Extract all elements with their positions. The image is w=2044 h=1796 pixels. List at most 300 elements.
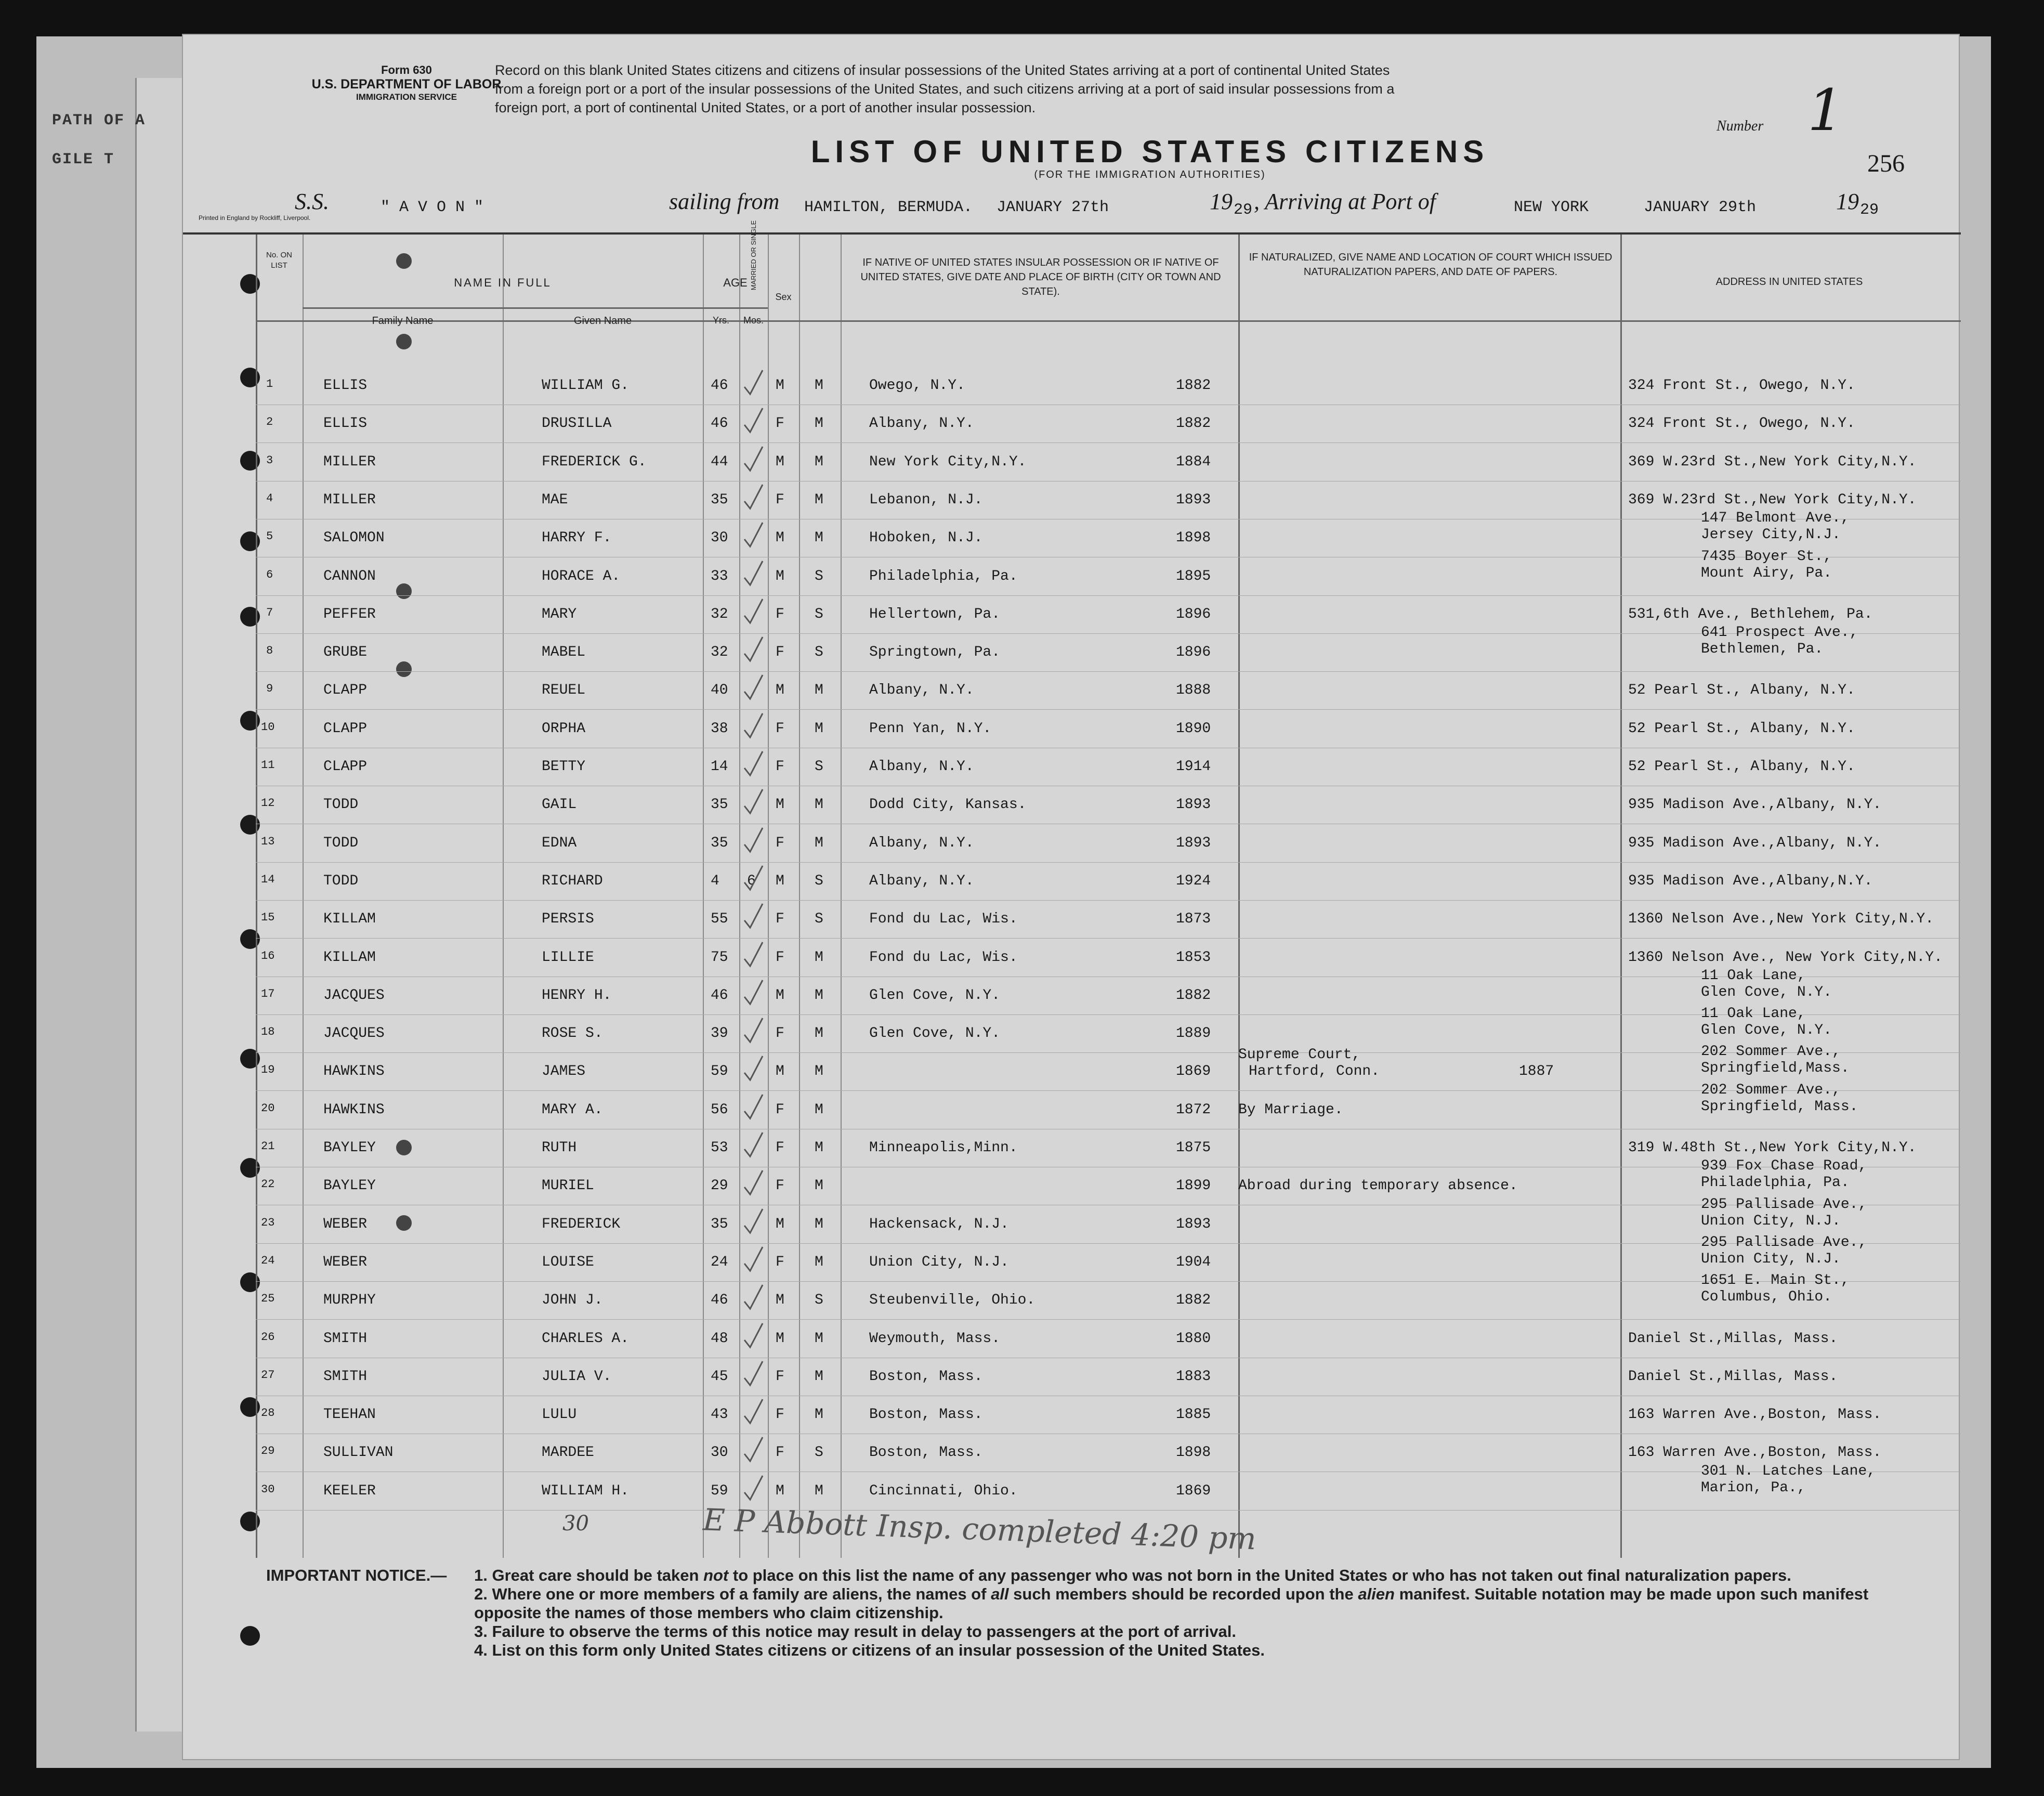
birth-place: Albany, N.Y. [869, 415, 974, 432]
family-name: WEBER [323, 1216, 368, 1232]
age-years: 43 [711, 1407, 728, 1423]
birth-place: Owego, N.Y. [869, 378, 965, 394]
address [1628, 415, 1855, 432]
age-years: 24 [711, 1254, 728, 1270]
age-years: 59 [711, 1063, 728, 1080]
check-mark-icon [742, 863, 765, 894]
handwritten-count: 30 [562, 1512, 589, 1535]
family-name: ELLIS [323, 415, 368, 432]
check-mark-icon [742, 634, 765, 665]
marital-status: M [815, 949, 823, 966]
sex: M [776, 1330, 784, 1347]
sex: F [776, 759, 784, 775]
address-line: 324 Front St., Owego, N.Y. [1628, 378, 1855, 394]
family-name: SMITH [323, 1368, 368, 1385]
given-name: GAIL [542, 797, 577, 813]
given-name: MARY A. [542, 1101, 603, 1118]
passenger-table [183, 220, 1961, 1556]
address [1628, 492, 1917, 509]
family-name: TEEHAN [323, 1407, 376, 1423]
birth-year: 1882 [1176, 987, 1211, 1004]
birth-year: 1853 [1176, 949, 1211, 966]
marital-status: S [815, 568, 823, 584]
check-mark-icon [742, 1358, 765, 1389]
address [1628, 1331, 1838, 1347]
birth-place: Glen Cove, N.Y. [869, 1025, 1001, 1042]
address-line: Glen Cove, N.Y. [1701, 984, 1832, 1000]
address [1628, 606, 1872, 623]
birth-year: 1893 [1176, 797, 1211, 813]
address-line: 295 Pallisade Ave., [1701, 1234, 1867, 1251]
family-name: CANNON [323, 568, 376, 584]
marital-status: M [815, 453, 823, 470]
departure-date: JANUARY 27th [997, 199, 1109, 216]
age-years: 32 [711, 606, 728, 622]
address-line: 147 Belmont Ave., [1701, 510, 1850, 527]
table-row [183, 1358, 1961, 1396]
age-years: 35 [711, 835, 728, 851]
check-mark-icon [742, 1244, 765, 1275]
family-name: JACQUES [323, 1025, 385, 1042]
address-line: 295 Pallisade Ave., [1701, 1196, 1867, 1213]
check-mark-icon [742, 1206, 765, 1237]
marital-status: M [815, 1140, 823, 1156]
address-line: 52 Pearl St., Albany, N.Y. [1628, 682, 1855, 699]
sex: M [776, 1482, 784, 1499]
given-name: CHARLES A. [542, 1330, 630, 1347]
row-number: 25 [261, 1292, 275, 1306]
sex: F [776, 415, 784, 432]
inspector-note: E P Abbott Insp. completed 4:20 pm [702, 1502, 1257, 1557]
check-mark-icon [742, 901, 765, 932]
table-row [183, 1396, 1961, 1434]
check-mark-icon [742, 672, 765, 703]
address [1628, 873, 1872, 890]
family-name: CLAPP [323, 759, 368, 775]
header-given-name: Given Name [573, 315, 632, 327]
sex: M [776, 682, 784, 699]
address [1628, 378, 1855, 394]
sex: F [776, 1407, 784, 1423]
address-line: Union City, N.J. [1701, 1251, 1841, 1267]
given-name: MARY [542, 606, 577, 622]
table-row [183, 510, 1961, 557]
table-row [183, 481, 1961, 519]
birth-year: 1885 [1176, 1407, 1211, 1423]
check-mark-icon [742, 519, 765, 551]
age-years: 75 [711, 949, 728, 966]
birth-year: 1893 [1176, 835, 1211, 851]
check-mark-icon [742, 1091, 765, 1123]
given-name: ROSE S. [542, 1025, 603, 1042]
address-line: 1360 Nelson Ave., New York City,N.Y. [1628, 949, 1943, 966]
birth-place: Albany, N.Y. [869, 682, 974, 699]
marital-status: M [815, 1101, 823, 1118]
birth-place: Glen Cove, N.Y. [869, 987, 1001, 1004]
naturalization-year: 1887 [1519, 1063, 1554, 1080]
birth-year: 1869 [1176, 1063, 1211, 1080]
address [1628, 454, 1917, 471]
birth-year: 1914 [1176, 759, 1211, 775]
address [1628, 911, 1934, 928]
check-mark-icon [742, 786, 765, 817]
address [1628, 949, 1943, 966]
birth-year: 1898 [1176, 530, 1211, 546]
intro-line: foreign port, a port of continental United States, or a port of another insular possession. [495, 100, 1036, 115]
row-number: 26 [261, 1330, 275, 1344]
row-number: 6 [266, 568, 273, 581]
birth-year: 1924 [1176, 873, 1211, 889]
family-name: SULLIVAN [323, 1444, 394, 1461]
sex: F [776, 1254, 784, 1270]
service-name: IMMIGRATION SERVICE [356, 92, 457, 102]
marital-status: M [815, 415, 823, 432]
given-name: BETTY [542, 759, 586, 775]
marital-status: S [815, 1292, 823, 1309]
birth-place: Penn Yan, N.Y. [869, 720, 992, 737]
address-line: 1360 Nelson Ave.,New York City,N.Y. [1628, 911, 1934, 928]
table-row [183, 967, 1961, 1015]
marital-status: M [815, 1063, 823, 1080]
sex: M [776, 530, 784, 546]
sex: F [776, 720, 784, 737]
given-name: LULU [542, 1407, 577, 1423]
age-years: 56 [711, 1101, 728, 1118]
header-age: AGE [723, 276, 748, 289]
address-line: Daniel St.,Millas, Mass. [1628, 1330, 1838, 1347]
printer-imprint: Printed in England by Rockliff, Liverpool. [199, 214, 311, 222]
sex: M [776, 873, 784, 889]
address [1628, 797, 1881, 813]
age-years: 55 [711, 911, 728, 928]
year-prefix: 19 [1836, 189, 1859, 214]
age-years: 48 [711, 1330, 728, 1347]
birth-year: 1883 [1176, 1368, 1211, 1385]
address-line: 935 Madison Ave.,Albany,N.Y. [1628, 873, 1873, 889]
underlying-page-text: GILE T [52, 151, 115, 168]
row-number: 7 [266, 606, 273, 619]
address-line: 1651 E. Main St., [1701, 1272, 1850, 1289]
given-name: JULIA V. [542, 1368, 612, 1385]
birth-place: Hellertown, Pa. [869, 606, 1001, 622]
family-name: TODD [323, 797, 359, 813]
check-mark-icon [742, 1473, 765, 1504]
sex: M [776, 1216, 784, 1232]
marital-status: S [815, 644, 823, 661]
address [1628, 1407, 1881, 1423]
sex: F [776, 835, 784, 851]
age-years: 38 [711, 720, 728, 737]
family-name: BAYLEY [323, 1178, 376, 1194]
age-years: 39 [711, 1025, 728, 1042]
page-title: LIST OF UNITED STATES CITIZENS [810, 134, 1489, 169]
family-name: HAWKINS [323, 1063, 385, 1080]
address-line: 935 Madison Ave.,Albany, N.Y. [1628, 835, 1882, 851]
birth-year: 1884 [1176, 453, 1211, 470]
row-number: 14 [261, 873, 275, 886]
address-line: Bethlemen, Pa. [1701, 641, 1824, 658]
birth-year: 1882 [1176, 1292, 1211, 1309]
family-name: CLAPP [323, 720, 368, 737]
sex: M [776, 568, 784, 584]
intro-line: from a foreign port or a port of the insular possessions of the United States, and such citizens arriving at a port of said insular possessions from a [495, 81, 1395, 97]
sex: F [776, 1140, 784, 1156]
sex: M [776, 378, 784, 394]
table-row [183, 1463, 1961, 1511]
family-name: KILLAM [323, 911, 376, 928]
birth-place: Hoboken, N.J. [869, 530, 983, 546]
birth-year: 1899 [1176, 1178, 1211, 1194]
address-line: 202 Sommer Ave., [1701, 1082, 1841, 1098]
naturalization-info: Abroad during temporary absence. [1238, 1178, 1518, 1194]
notice-item: 3. Failure to observe the terms of this notice may result in delay to passengers at the port of arrival. [474, 1622, 1237, 1641]
given-name: HARRY F. [542, 530, 612, 546]
check-mark-icon [742, 939, 765, 970]
family-name: PEFFER [323, 606, 376, 622]
given-name: DRUSILLA [542, 415, 612, 432]
given-name: FREDERICK G. [542, 453, 647, 470]
row-number: 30 [261, 1482, 275, 1496]
age-years: 46 [711, 987, 728, 1004]
emphasis: alien [1358, 1585, 1395, 1603]
sex: F [776, 1025, 784, 1042]
address [1701, 1463, 1876, 1496]
table-row [183, 939, 1961, 977]
sex: F [776, 606, 784, 622]
sex: F [776, 1178, 784, 1194]
row-number: 20 [261, 1101, 275, 1115]
given-name: JOHN J. [542, 1292, 603, 1309]
age-years: 59 [711, 1482, 728, 1499]
table-row [183, 1196, 1961, 1244]
intro-line: Record on this blank United States citizens and citizens of insular possessions of the United States arriving at a port of continental United States [495, 62, 1390, 78]
age-years: 30 [711, 530, 728, 546]
given-name: LILLIE [542, 949, 594, 966]
birth-place: Albany, N.Y. [869, 835, 974, 851]
row-number: 19 [261, 1063, 275, 1077]
table-row [183, 1082, 1961, 1129]
address [1628, 682, 1855, 699]
header-birth: IF NATIVE OF UNITED STATES INSULAR POSSESSION OR IF NATIVE OF UNITED STATES, GIVE DATE AND PLACE OF BIRTH (CITY OR TOWN AND STATE). [860, 257, 1221, 297]
address [1701, 1082, 1858, 1115]
birth-year: 1882 [1176, 378, 1211, 394]
row-number: 4 [266, 491, 273, 505]
age-years: 30 [711, 1444, 728, 1461]
family-name: SALOMON [323, 530, 385, 546]
family-name: KILLAM [323, 949, 376, 966]
notice-item: 1. Great care should be taken not to place on this list the name of any passenger who was not born in the United States or who has not taken out final naturalization papers. [474, 1566, 1791, 1584]
family-name: MILLER [323, 491, 376, 508]
marital-status: M [815, 491, 823, 508]
row-number: 9 [266, 682, 273, 696]
birth-year: 1869 [1176, 1482, 1211, 1499]
table-row [183, 444, 1961, 481]
birth-place: Hackensack, N.J. [869, 1216, 1009, 1232]
address [1701, 1234, 1867, 1268]
row-number: 12 [261, 797, 275, 810]
marital-status: M [815, 835, 823, 851]
notice-lead: IMPORTANT NOTICE.— [266, 1566, 447, 1584]
marital-status: M [815, 1330, 823, 1347]
birth-year: 1875 [1176, 1140, 1211, 1156]
table-row [183, 624, 1961, 672]
address-line: 324 Front St., Owego, N.Y. [1628, 415, 1855, 432]
row-number: 18 [261, 1025, 275, 1039]
row-number: 5 [266, 530, 273, 543]
address [1701, 1272, 1850, 1306]
address-line: 369 W.23rd St.,New York City,N.Y. [1628, 453, 1917, 470]
given-name: MABEL [542, 644, 586, 661]
check-mark-icon [742, 405, 765, 436]
birth-year: 1895 [1176, 568, 1211, 584]
age-years: 45 [711, 1368, 728, 1385]
page-subtitle: (FOR THE IMMIGRATION AUTHORITIES) [1034, 169, 1266, 180]
marital-status: M [815, 797, 823, 813]
manifest-sheet [182, 34, 1960, 1760]
birth-year: 1873 [1176, 911, 1211, 928]
address-line: Marion, Pa., [1701, 1479, 1806, 1496]
number-label: Number [1717, 118, 1764, 134]
check-mark-icon [742, 1129, 765, 1161]
given-name: MARDEE [542, 1444, 594, 1461]
marital-status: S [815, 606, 823, 622]
given-name: LOUISE [542, 1254, 594, 1270]
address-line: Daniel St.,Millas, Mass. [1628, 1368, 1838, 1385]
marital-status: S [815, 1444, 823, 1461]
birth-year: 1888 [1176, 682, 1211, 699]
departure-year: 29 [1234, 201, 1253, 219]
table-row [183, 748, 1961, 786]
address-line: 301 N. Latches Lane, [1701, 1463, 1876, 1479]
address-line: 11 Oak Lane, [1701, 1006, 1806, 1022]
check-mark-icon [742, 1434, 765, 1465]
sex: M [776, 987, 784, 1004]
age-years: 53 [711, 1140, 728, 1156]
binding-hole [240, 1626, 260, 1646]
marital-status: M [815, 378, 823, 394]
list-number-handwritten: 1 [1807, 77, 1844, 144]
birth-place: Albany, N.Y. [869, 873, 974, 889]
age-years: 29 [711, 1178, 728, 1194]
notice-item: 2. Where one or more members of a family are aliens, the names of all such members should be recorded upon the alien manifest. Suitable notation may be made upon such manifest opposite the names of those members who claim citizenship. [474, 1585, 1869, 1622]
naturalization-location: Hartford, Conn. [1249, 1063, 1380, 1080]
age-years: 40 [711, 682, 728, 699]
address-line: Springfield,Mass. [1701, 1060, 1850, 1077]
given-name: WILLIAM H. [542, 1482, 630, 1499]
check-mark-icon [742, 558, 765, 589]
marital-status: M [815, 682, 823, 699]
birth-year: 1896 [1176, 644, 1211, 661]
check-mark-icon [742, 1396, 765, 1427]
given-name: EDNA [542, 835, 577, 851]
given-name: MAE [542, 491, 568, 508]
naturalization-court: Supreme Court, [1238, 1047, 1361, 1063]
address-line: Jersey City,N.J. [1701, 527, 1841, 543]
address [1628, 1140, 1917, 1156]
check-mark-icon [742, 1320, 765, 1351]
birth-place: Philadelphia, Pa. [869, 568, 1018, 584]
family-name: ELLIS [323, 378, 368, 394]
age-years: 46 [711, 415, 728, 432]
arrival-year: 29 [1860, 201, 1879, 219]
arrival-port: NEW YORK [1514, 199, 1589, 216]
birth-place: Dodd City, Kansas. [869, 797, 1027, 813]
header-address: ADDRESS IN UNITED STATES [1715, 276, 1863, 288]
table-row [183, 548, 1961, 596]
table-row [183, 825, 1961, 863]
check-mark-icon [742, 481, 765, 513]
row-number: 21 [261, 1140, 275, 1153]
address [1628, 835, 1881, 852]
ship-name: " A V O N " [381, 199, 484, 216]
address-line: Philadelphia, Pa. [1701, 1175, 1850, 1191]
sex: F [776, 491, 784, 508]
address-line: Springfield, Mass. [1701, 1098, 1858, 1115]
arriving-label: , Arriving at Port of [1254, 189, 1436, 214]
marital-status: S [815, 911, 823, 928]
form-number: Form 630 [381, 63, 432, 76]
row-number: 3 [266, 453, 273, 467]
birth-year: 1890 [1176, 720, 1211, 737]
check-mark-icon [742, 710, 765, 741]
birth-year: 1893 [1176, 1216, 1211, 1232]
row-number: 28 [261, 1407, 275, 1420]
row-number: 1 [266, 378, 273, 391]
departure-port: HAMILTON, BERMUDA. [804, 199, 973, 216]
birth-place: Steubenville, Ohio. [869, 1292, 1036, 1309]
header-naturalized: IF NATURALIZED, GIVE NAME AND LOCATION OF COURT WHICH ISSUED NATURALIZATION PAPERS, AND DATE OF PAPERS. [1249, 252, 1613, 278]
row-rule [256, 1510, 1961, 1511]
birth-place: Springtown, Pa. [869, 644, 1001, 661]
given-name: RICHARD [542, 873, 603, 889]
department-name: U.S. DEPARTMENT OF LABOR [311, 77, 502, 92]
sex: F [776, 1101, 784, 1118]
table-row [183, 405, 1961, 443]
given-name: MURIEL [542, 1178, 594, 1194]
address-line: 7435 Boyer St., [1701, 548, 1832, 565]
birth-year: 1904 [1176, 1254, 1211, 1270]
sex: F [776, 949, 784, 966]
given-name: WILLIAM G. [542, 378, 630, 394]
marital-status: S [815, 873, 823, 889]
row-number: 22 [261, 1178, 275, 1191]
table-row [183, 1272, 1961, 1320]
address [1701, 968, 1832, 1001]
address-line: 319 W.48th St.,New York City,N.Y. [1628, 1140, 1917, 1156]
birth-place: Weymouth, Mass. [869, 1330, 1001, 1347]
row-number: 27 [261, 1368, 275, 1382]
header-married-single: MARRIED OR SINGLE [750, 220, 757, 291]
row-number: 11 [261, 759, 275, 772]
age-years: 44 [711, 453, 728, 470]
marital-status: M [815, 1407, 823, 1423]
notice-items [474, 1566, 1930, 1660]
check-mark-icon [742, 1282, 765, 1313]
address [1628, 721, 1855, 737]
row-number: 23 [261, 1216, 275, 1229]
age-months: 6 [747, 873, 756, 889]
underlying-page-text: PATH OF A [52, 112, 146, 129]
birth-place: New York City,N.Y. [869, 453, 1027, 470]
birth-year: 1880 [1176, 1330, 1211, 1347]
header-months: Mos. [743, 315, 764, 326]
given-name: REUEL [542, 682, 586, 699]
row-number: 17 [261, 987, 275, 1000]
sex: F [776, 1444, 784, 1461]
family-name: TODD [323, 873, 359, 889]
marital-status: M [815, 1216, 823, 1232]
year-prefix: 19 [1210, 189, 1233, 214]
